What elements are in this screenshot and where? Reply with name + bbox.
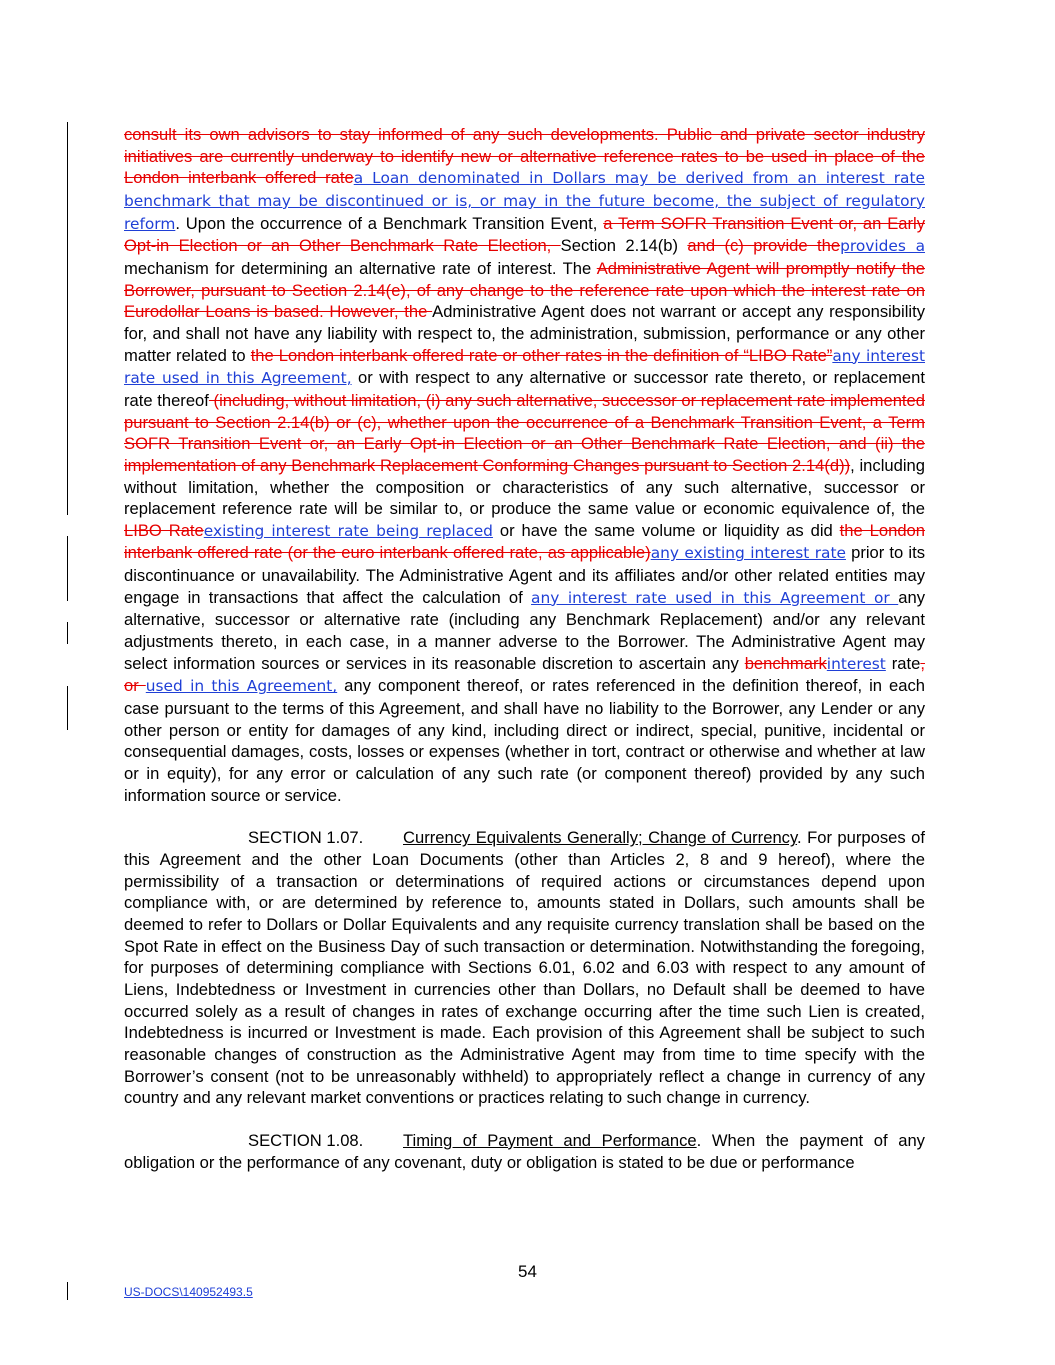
inserted-text: any existing interest rate (650, 544, 846, 563)
section-number: SECTION 1.07. (248, 828, 364, 848)
page-number: 54 (518, 1262, 537, 1281)
deleted-text: , or (124, 653, 925, 696)
inserted-text: used in this Agreement, (145, 677, 338, 696)
section-title: Timing of Payment and Performance (403, 1130, 697, 1150)
body-text: Section 2.14(b) (560, 236, 688, 256)
deleted-text: benchmark (744, 653, 827, 673)
section-text: . For purposes of this Agreement and the other Loan Documents (other than Articles 2, 8 and 9 hereof), where the permissibility of a transaction or determinations of required actions or circumstances depend upon compliance with, or are determined by reference to, amounts stated in Dollars, such amounts shall be deemed to refer to Dollars or Dollar Equivalents and any requisite currency translation shall be based on the Spot Rate in effect on the Business Day of such transaction or determination. Notwithstanding the foregoing, for purposes of determining compliance with Sections 6.01, 6.02 and 6.03 with respect to any amount of Liens, Indebtedness or Investment in currencies other than Dollars, no Default shall be deemed to have occurred solely as a result of changes in rates of exchange occurring after the time such Lien is created, Indebtedness is incurred or Investment is made. Each provision of this Agreement shall be subject to such reasonable changes of construction as the Administrative Agent may from time to time specify with the Borrower’s consent (not to be unreasonably withheld) to appropriately reflect a change in currency of any country and any relevant market conventions or practices relating to such change in currency. (124, 828, 925, 1108)
body-text: . Upon the occurrence of a Benchmark Transition Event, (175, 213, 604, 233)
revision-bar (67, 536, 68, 601)
document-body (124, 124, 925, 1173)
body-text: , including without limitation, whether the composition or characteristics of any such alternative, successor or replacement reference rate will be similar to, or produce the same value or economic equivalence of, the (124, 455, 925, 519)
section-title: Currency Equivalents Generally; Change of Currency (403, 828, 798, 848)
inserted-text: any interest rate used in this Agreement, (124, 346, 925, 388)
section-1-08 (124, 1130, 925, 1173)
body-text: mechanism for determining an alternative rate of interest. The (124, 258, 597, 278)
inserted-text: provides a (840, 237, 925, 256)
body-text: or have the same volume or liquidity as did (492, 520, 840, 540)
deleted-text: LIBO Rate (124, 520, 204, 540)
section-text: . When the payment of any obligation or the performance of any covenant, duty or obligation is stated to be due or performance (124, 1130, 925, 1172)
deleted-text: (including, without limitation, (i) any such alternative, successor or replacement rate implemented pursuant to Section 2.14(b) or (c), whether upon the occurrence of a Benchmark Transition Event, a Term SOFR Transition Event or, an Early Opt-in Election or an Other Benchmark Rate Election, and (ii) the implementation of any Benchmark Replacement Conforming Changes pursuant to Section 2.14(d)) (124, 390, 925, 475)
deleted-text: consult its own advisors to stay informed of any such developments. Public and private sector industry initiatives are currently underway to identify new or alternative reference rates to be used in place of the London interbank offered rate (124, 125, 925, 188)
deleted-text: and (c) provide the (687, 236, 841, 256)
body-text: any component thereof, or rates referenced in the definition thereof, in each case pursuant to the terms of this Agreement, and shall have no liability to the Borrower, any Lender or any other person or entity for damages of any kind, including direct or indirect, special, punitive, incidental or consequential damages, costs, losses or expenses (whether in tort, contract or otherwise and whether at law or in equity), for any error or calculation of any such rate (or component thereof) provided by any such information source or service. (124, 676, 926, 805)
section-1-07 (124, 827, 925, 1109)
section-number: SECTION 1.08. (248, 1130, 364, 1150)
inserted-text: a Loan denominated in Dollars may be derived from an interest rate benchmark that may be discontinued or is, or may in the future become, the subject of regulatory reform (124, 169, 925, 233)
deleted-text: the London interbank offered rate (or the euro interbank offered rate, as applicable) (124, 520, 926, 563)
document-id-link[interactable]: US-DOCS\140952493.5 (124, 1285, 253, 1299)
paragraph-benchmark-disclaimer (124, 124, 925, 806)
revision-bar (67, 622, 68, 644)
body-text: rate (885, 653, 921, 673)
body-text: prior to its discontinuance or unavailability. The Administrative Agent and its affiliates and/or other related entities may engage in transactions that affect the calculation of (124, 543, 925, 607)
body-text: any alternative, successor or alternative rate (including any Benchmark Replacement) and/or any relevant adjustments thereto, in each case, in a manner adverse to the Borrower. The Administrative Agent may select information sources or services in its reasonable discretion to ascertain any (124, 587, 925, 673)
revision-bar (67, 122, 68, 515)
revision-bar (67, 1282, 68, 1300)
inserted-text: any interest rate used in this Agreement or (531, 588, 899, 607)
body-text: or with respect to any alternative or successor rate thereto, or replacement rate thereof (124, 368, 925, 410)
revision-bar (67, 686, 68, 730)
inserted-text: existing interest rate being replaced (203, 521, 493, 540)
deleted-text: a Term SOFR Transition Event or, an Early Opt-in Election or an Other Benchmark Rate Election, (124, 213, 925, 256)
inserted-text: interest (826, 654, 886, 673)
body-text: Administrative Agent does not warrant or accept any responsibility for, and shall not have any liability with respect to, the administration, submission, performance or any other matter related to (124, 302, 926, 365)
deleted-text: the London interbank offered rate or other rates in the definition of “LIBO Rate” (250, 345, 833, 365)
deleted-text: Administrative Agent will promptly notify the Borrower, pursuant to Section 2.14(e), of any change to the reference rate upon which the interest rate on Eurodollar Loans is based. However, the (124, 258, 925, 322)
